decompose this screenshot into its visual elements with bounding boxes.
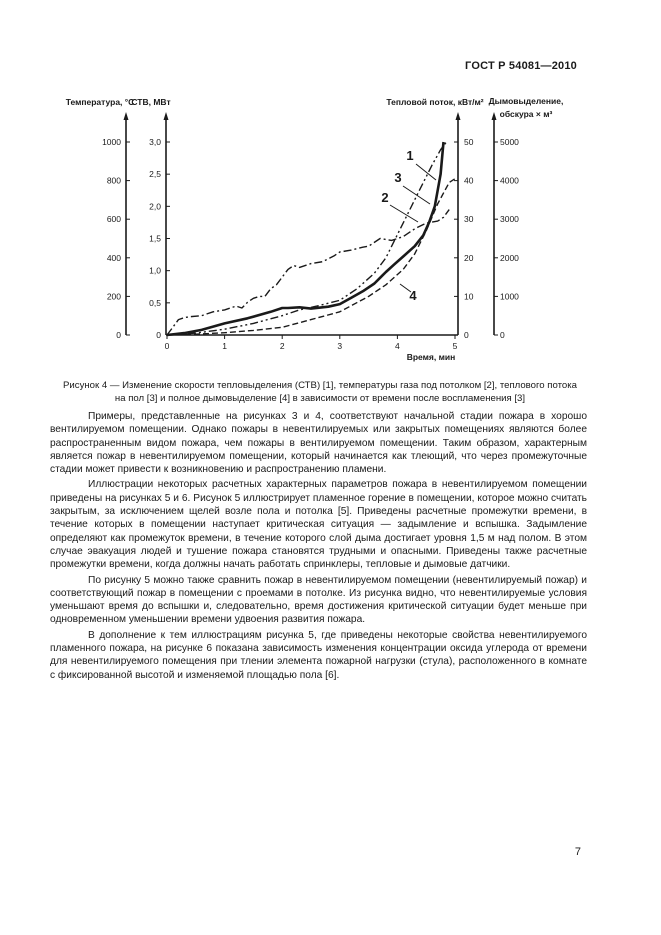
time-tick-label: 0 — [164, 341, 170, 351]
series-3-line — [167, 142, 446, 335]
series-2-line — [167, 210, 449, 335]
time-tick-label: 2 — [279, 341, 285, 351]
smoke-axis-title-line-1: Дымовыделение, — [488, 96, 564, 106]
stv-tick-label: 0 — [156, 330, 161, 340]
smoke-tick-label: 5000 — [500, 137, 519, 147]
body-text — [50, 410, 587, 684]
temp-tick-label: 600 — [106, 214, 121, 225]
temp-tick-label: 1000 — [102, 137, 121, 147]
stv-tick-label: 3,0 — [149, 137, 161, 147]
curve-1-leader — [416, 164, 436, 180]
smoke-tick-label: 1000 — [500, 291, 519, 302]
smoke-tick-label: 2000 — [500, 252, 519, 263]
smoke-tick-label: 3000 — [500, 214, 519, 225]
figure-caption — [50, 379, 590, 405]
page-number: 7 — [574, 846, 581, 858]
stv-tick-label: 1,5 — [149, 233, 161, 244]
curve-2-leader — [390, 205, 418, 222]
stv-tick-label: 2,0 — [149, 201, 161, 212]
figure-caption-line-2: на пол [3] и полное дымовыделение [4] в зависимости от времени после воспламенения [3] — [114, 393, 526, 404]
figure-caption-line-1: Рисунок 4 — Изменение скорости тепловыделения (СТВ) [1], температуры газа под потолком [2], теплового потока — [63, 380, 577, 391]
flux-tick-label: 10 — [464, 291, 474, 302]
flux-tick-label: 50 — [464, 137, 474, 147]
stv-tick-label: 2,5 — [149, 169, 161, 180]
smoke-axis-title-line-2: обскура × м³ — [499, 109, 553, 119]
flux-tick-label: 20 — [464, 252, 474, 263]
time-axis-title: Время, мин — [406, 352, 456, 362]
paragraph: Иллюстрации некоторых расчетных характерных параметров пожара в невентилируемом помещении приведены на рисунках 5 и 6. Рисунок 5 иллюстрирует пламенное горение в помещении, которое можно считать закрытым, за исключением щелей возле пола и потолка [5]. Приведены расчетные промежутки времени, в течение которых в помещении наступает критическая ситуация — задымление и вспышка. Задымление определяют как промежуток времени, в течение которого слой дыма достигает уровня 1,5 м над полом. В этом случае эвакуация людей и тушение пожара становятся трудными и опасными. Приведены также расчетные промежутки времени, когда должны начать работать спринклеры, тепловые и дымовые датчики. — [50, 479, 587, 571]
smoke-tick-label: 4000 — [500, 175, 519, 186]
smoke-tick-label: 0 — [500, 330, 505, 340]
flux-axis-title: Тепловой поток, кВт/м² — [386, 97, 484, 107]
curve-4-label: 4 — [409, 288, 417, 303]
curve-2-label: 2 — [381, 190, 389, 205]
temp-tick-label: 0 — [116, 330, 121, 340]
fire-development-chart — [0, 0, 661, 375]
temp-tick-label: 200 — [106, 291, 121, 302]
curve-3-leader — [403, 186, 430, 204]
curve-1-label: 1 — [406, 148, 414, 163]
stv-tick-label: 0,5 — [149, 297, 161, 308]
stv-axis-title: СТВ, МВт — [131, 97, 171, 107]
flux-tick-label: 30 — [464, 214, 474, 225]
flux-tick-label: 0 — [464, 330, 469, 340]
stv-axis-arrow — [164, 112, 169, 120]
paragraph: По рисунку 5 можно также сравнить пожар в невентилируемом помещении (невентилируемый пожар) и соответствующий пожар в помещении с проемами в потолке. Из рисунка видно, что невентилируемые условия уменьшают время до вспышки и, следовательно, время достижения критической ситуации будет меньше при одновременном уменьшении времени удвоения развития пожара. — [50, 574, 587, 626]
time-tick-label: 4 — [395, 341, 400, 351]
standard-header: ГОСТ Р 54081—2010 — [465, 60, 577, 72]
smoke-axis-arrow — [492, 112, 497, 120]
time-tick-label: 1 — [222, 341, 227, 351]
curve-3-label: 3 — [394, 170, 402, 185]
series-4-line — [167, 179, 455, 335]
temp-tick-label: 400 — [106, 252, 121, 263]
flux-axis-arrow — [456, 112, 461, 120]
flux-tick-label: 40 — [464, 175, 474, 186]
temp-tick-label: 800 — [106, 175, 121, 186]
temp-axis-title: Температура, °С — [65, 97, 135, 107]
series-1-line — [167, 142, 444, 335]
time-tick-label: 5 — [452, 341, 458, 351]
time-tick-label: 3 — [337, 341, 343, 351]
stv-tick-label: 1,0 — [149, 265, 161, 276]
paragraph: Примеры, представленные на рисунках 3 и 4, соответствуют начальной стадии пожара в хорошо вентилируемом помещении. Однако пожары в невентилируемых или закрытых помещениях являются более распространенным видом пожара, чем пожары в вентилируемом помещении. Таким образом, характерным является пожар в невентилируемом помещении, который начинается как тлеющий, что через промежуточные стадии может привести к возникновению и распространению пламени. — [50, 411, 587, 476]
paragraph: В дополнение к тем иллюстрациям рисунка 5, где приведены некоторые свойства невентилируемого пламенного пожара, на рисунке 6 показана зависимость изменения концентрации оксида углерода от времени для невентилируемого помещения при тлении элемента пожарной нагрузки (стула), расположенного в комнате с фиксированной высотой и изменяемой площадью пола [6]. — [50, 629, 587, 681]
temp-axis-arrow — [124, 112, 129, 120]
